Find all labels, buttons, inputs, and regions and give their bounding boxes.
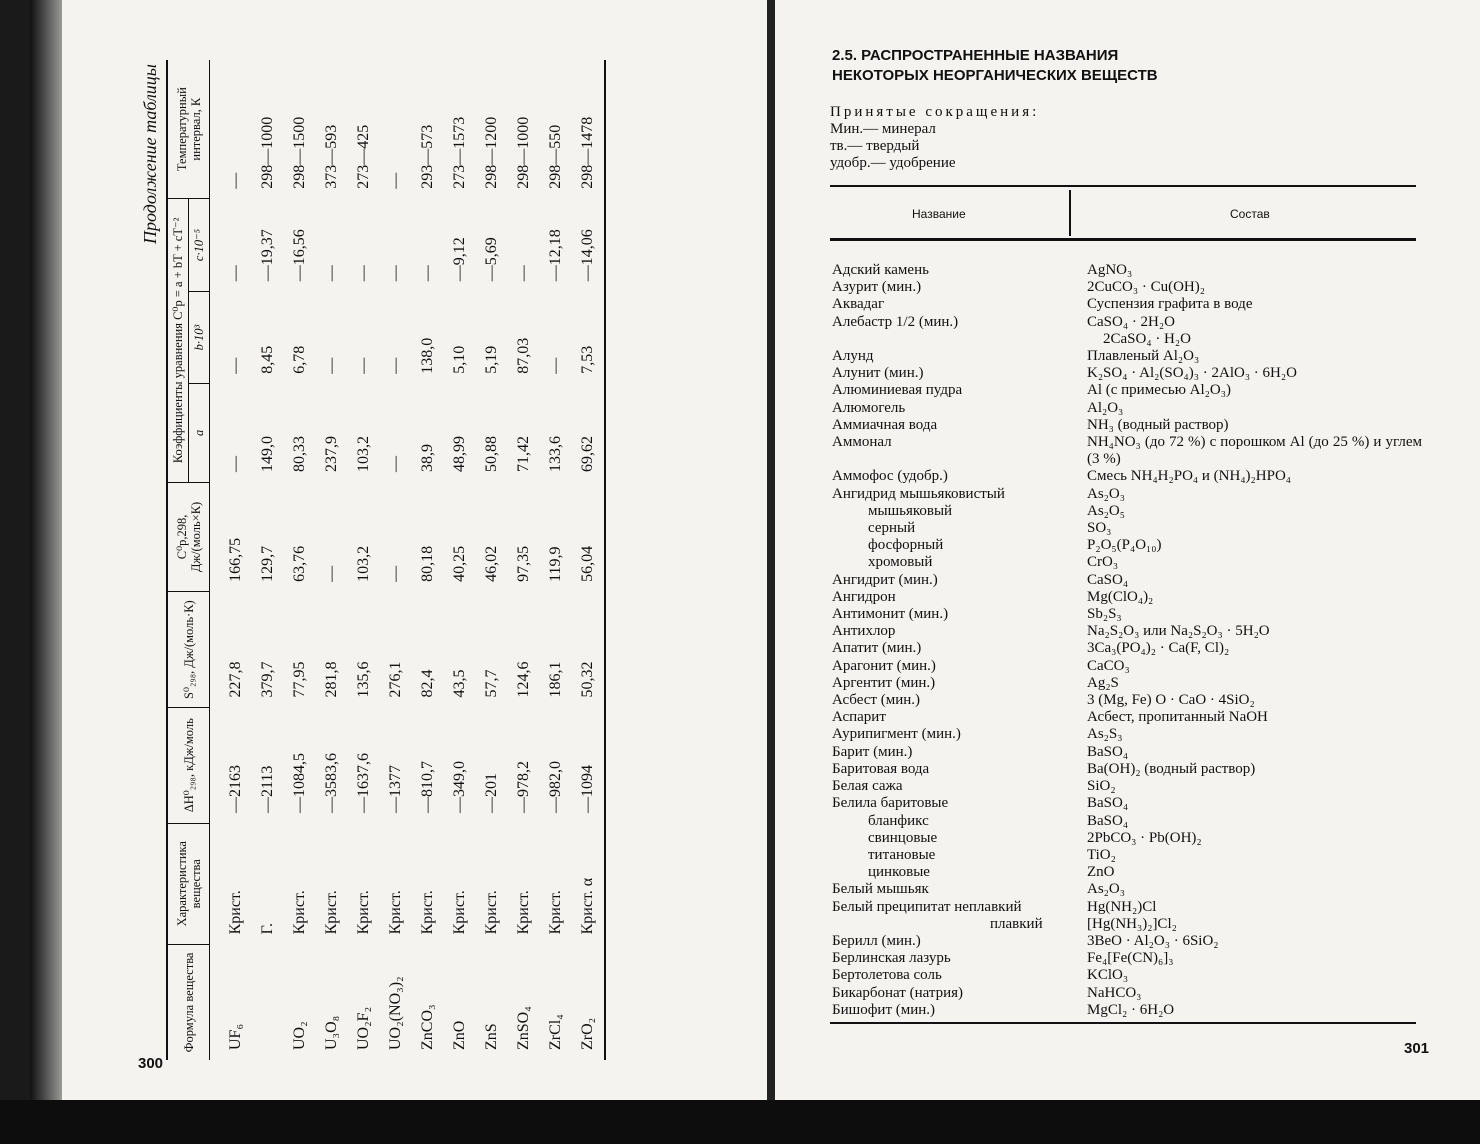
list-item [832,572,1422,589]
cell-c: — [227,265,244,282]
substance-name: Ангидрон [832,588,896,605]
substance-name: Ангидрит (мин.) [832,571,938,588]
substance-composition: Al₂O₃ [1087,399,1124,416]
table-row [444,60,476,1060]
list-item [832,486,1422,503]
cell-dh: —1094 [572,707,605,823]
cell-char: Крист. [451,890,468,935]
table-row [252,60,284,1060]
page-number-left: 300 [138,1055,164,1072]
cell-a: 80,33 [291,436,308,473]
cell-formula: UF₆ [227,1023,244,1050]
substance-composition: BaSO₄ [1087,743,1129,760]
substance-composition: Асбест, пропитанный NaOH [1087,709,1268,726]
list-item [832,778,1422,795]
list-item [832,692,1422,709]
substance-name: Белила баритовые [832,795,949,812]
cell-formula: ZrCl₄ [547,1014,564,1050]
cell-b: — [323,357,340,374]
cell-formula: UO₂F₂ [355,1006,372,1050]
cell-cp: 97,35 [515,545,532,582]
cell-char: Крист. α [572,823,605,944]
substance-composition: Fe₄[Fe(CN)₆]₃ [1087,950,1174,967]
substance-composition: 3 (Mg, Fe) O · CaO · 4SiO₂ [1087,692,1255,709]
cell-cp: 56,04 [572,482,605,592]
section-title-line2: НЕКОТОРЫХ НЕОРГАНИЧЕСКИХ ВЕЩЕСТВ [832,67,1158,84]
cell-b: 5,19 [483,345,500,374]
substance-name: Берлинская лазурь [832,950,951,967]
cell-a: 103,2 [355,436,372,473]
list-item [832,726,1422,743]
substance-composition: CaSO₄ · 2H₂O [1087,313,1175,330]
cell-char: Крист. [227,890,244,935]
list-item [832,623,1422,640]
substance-name: Азурит (мин.) [832,279,922,296]
substance-composition: KClO₃ [1087,967,1129,984]
substance-composition: As₂O₃ [1087,485,1125,502]
list-item [832,899,1422,916]
list-item [832,933,1422,950]
substance-composition: CaSO₄ [1087,571,1129,588]
header-bottom-rule [830,238,1416,241]
substance-composition: 2CuCO₃ · Cu(OH)₂ [1087,279,1205,296]
cell-t: 298—1000 [515,116,532,189]
cell-cp: 80,18 [419,545,436,582]
substance-name: Белая сажа [832,778,903,795]
list-item [832,985,1422,1002]
header-temperature-range: Температурный интервал, К [167,60,210,199]
cell-s: 43,5 [451,669,468,698]
substance-composition: 2CaSO₄ · H₂O [1103,330,1191,347]
cell-formula: ZrO₂ [572,944,605,1060]
cell-a: 71,42 [515,436,532,473]
substance-name: Асбест (мин.) [832,692,921,709]
cell-cp: 46,02 [483,545,500,582]
list-item [832,468,1422,485]
cell-dh: —978,2 [515,761,532,814]
cell-char: Крист. [387,890,404,935]
substance-name: Алюминиевая пудра [832,382,963,399]
table-bottom-rule [830,1022,1416,1024]
cell-char: Г. [259,922,276,935]
cell-a: 149,0 [259,436,276,473]
substance-composition: Плавленый Al₂O₃ [1087,348,1200,365]
substance-composition: Al (с примесью Al₂O₃) [1087,382,1231,399]
list-item [832,348,1422,365]
cell-b: 5,10 [451,345,468,374]
substance-name: Берилл (мин.) [832,932,921,949]
cell-dh: —2113 [259,765,276,814]
cell-b: 8,45 [259,345,276,374]
substance-name: Антихлор [832,623,896,640]
cell-formula: ZnS [483,1023,500,1050]
list-item [832,434,1422,468]
substance-composition: As₂S₃ [1087,726,1123,743]
substance-composition: Смесь NH₄H₂PO₄ и (NH₄)₂HPO₄ [1087,468,1292,485]
table-row [380,60,412,1060]
substance-name: Аспарит [832,709,886,726]
substance-composition: NaHCO₃ [1087,984,1142,1001]
substance-composition: Mg(ClO₄)₂ [1087,588,1154,605]
cell-t: 273—425 [355,124,372,189]
cell-formula [252,944,284,1060]
cell-b: 7,53 [572,291,605,383]
substance-composition: Hg(NH₂)Cl [1087,898,1157,915]
cell-s: 124,6 [515,661,532,698]
header-formula: Формула вещества [167,944,210,1060]
substance-composition: Sb₂S₃ [1087,606,1122,623]
section-title [832,46,1158,86]
substance-composition: CaCO₃ [1087,657,1130,674]
substance-composition: SiO₂ [1087,778,1116,795]
cell-dh: —1637,6 [355,753,372,814]
cell-char: Крист. [323,890,340,935]
substance-composition: SO₃ [1087,520,1112,537]
abbreviations-block [830,104,1039,172]
table-row [476,60,508,1060]
cell-c: —12,18 [547,229,564,282]
substance-composition: NH₃ (водный раствор) [1087,416,1229,433]
list-item [832,640,1422,657]
cell-formula: UO₂(NO₃)₂ [387,976,404,1050]
cell-a: — [387,456,404,473]
substance-composition: CrO₃ [1087,554,1119,571]
cell-t: 298—1200 [483,116,500,189]
thermo-table [166,60,606,1060]
list-item [832,864,1422,881]
cell-t: — [387,172,404,189]
list-item [832,813,1422,830]
list-item [832,296,1422,313]
cell-dh: —201 [483,773,500,814]
cell-a: 69,62 [572,384,605,482]
substance-name: мышьяковый [868,502,953,519]
substance-name: фосфорный [868,537,944,554]
cell-dh: —982,0 [547,761,564,814]
substance-name: Алебастр 1/2 (мин.) [832,313,959,330]
substance-composition: 3BeO · Al₂O₃ · 6SiO₂ [1087,932,1219,949]
substance-name: Баритовая вода [832,760,930,777]
list-item [832,795,1422,812]
cell-c: — [323,265,340,282]
substance-name: Аргентит (мин.) [832,674,936,691]
substance-composition: 3Ca₃(PO₄)₂ · Ca(F, Cl)₂ [1087,640,1230,657]
substance-composition: BaSO₄ [1087,795,1129,812]
table-row [210,60,253,1060]
cell-b: 6,78 [291,345,308,374]
list-item [832,881,1422,898]
cell-t: 298—1500 [291,116,308,189]
substance-composition: 2PbCO₃ · Pb(OH)₂ [1087,829,1202,846]
list-item [832,761,1422,778]
header-characteristic: Характеристика вещества [167,823,210,944]
table-row [412,60,444,1060]
substance-name: Антимонит (мин.) [832,606,949,623]
substance-name: Алунд [832,348,874,365]
column-header-name: Название [912,207,966,221]
cell-cp: 103,2 [355,545,372,582]
cell-cp: — [323,565,340,582]
substance-name: Белый преципитат неплавкий [832,898,1022,915]
substance-composition: BaSO₄ [1087,812,1129,829]
column-separator [1069,190,1071,236]
book-gutter [767,0,775,1100]
substance-name: Аквадаг [832,296,885,313]
substance-name: свинцовые [868,829,938,846]
substance-composition: As₂O₅ [1087,502,1125,519]
book-spine-shadow [30,0,62,1100]
list-item [832,537,1422,554]
substance-composition: MgCl₂ · 6H₂O [1087,1001,1175,1018]
substance-name: Бикарбонат (натрия) [832,984,964,1001]
cell-s: 186,1 [547,661,564,698]
cell-s: 77,95 [291,661,308,698]
header-coef-b: b·10³ [189,291,210,383]
substance-name: Ангидрид мышьяковистый [832,485,1005,502]
column-header-composition: Состав [1230,207,1270,221]
cell-dh: —1377 [387,765,404,814]
substance-name: цинковые [868,864,930,881]
cell-char: Крист. [515,890,532,935]
list-item [832,830,1422,847]
cell-a: 133,6 [547,436,564,473]
substance-name [832,331,1087,348]
cell-b: — [547,357,564,374]
header-entropy: S⁰₂₉₈, Дж/(моль·К) [167,592,210,708]
cell-c: —19,37 [259,229,276,282]
substance-name: хромовый [868,554,933,571]
list-item [832,606,1422,623]
rotated-table-container [140,60,730,1060]
cell-dh: —1084,5 [291,753,308,814]
substance-composition: Суспензия графита в воде [1087,296,1253,313]
list-item [832,503,1422,520]
substance-name: Аммиачная вода [832,416,938,433]
list-item [832,417,1422,434]
list-item [832,262,1422,279]
substance-composition: TiO₂ [1087,846,1116,863]
substance-composition: Ag₂S [1087,674,1119,691]
substance-composition: [Hg(NH₃)₂]Cl₂ [1087,915,1177,932]
substance-name: Аммофос (удобр.) [832,468,948,485]
cell-char: Крист. [419,890,436,935]
table-row [508,60,540,1060]
cell-char: Крист. [483,890,500,935]
table-row [540,60,572,1060]
cell-c: —9,12 [451,237,468,282]
substance-name: Арагонит (мин.) [832,657,936,674]
cell-a: — [227,456,244,473]
cell-t: 298—550 [547,124,564,189]
cell-t: 298—1000 [259,116,276,189]
cell-char: Крист. [355,890,372,935]
cell-cp: 40,25 [451,545,468,582]
list-item [832,589,1422,606]
substance-composition: Ba(OH)₂ (водный раствор) [1087,760,1256,777]
cell-formula: ZnO [451,1020,468,1050]
cell-cp: — [387,565,404,582]
list-item [832,314,1422,331]
table-row [572,60,605,1060]
cell-s: 57,7 [483,669,500,698]
abbreviation-item: тв.— твердый [830,138,920,154]
list-item [832,658,1422,675]
cell-c: —14,06 [572,199,605,291]
cell-c: — [419,265,436,282]
cell-s: 281,8 [323,661,340,698]
abbreviation-item: удобр.— удобрение [830,155,956,171]
cell-formula: U₃O₈ [323,1015,340,1050]
list-item [832,279,1422,296]
continuation-title: Продолжение таблицы [140,64,160,245]
cell-c: — [387,265,404,282]
cell-b: — [387,357,404,374]
header-enthalpy: ΔH⁰₂₉₈, кДж/моль [167,707,210,823]
cell-s: 50,32 [572,592,605,708]
list-item [832,554,1422,571]
cell-a: 50,88 [483,436,500,473]
list-item [832,916,1422,933]
page-number-right: 301 [1404,1040,1430,1057]
substance-composition: As₂O₃ [1087,881,1125,898]
cell-formula: UO₂ [291,1021,308,1050]
cell-s: 379,7 [259,661,276,698]
substance-name: Алюмогель [832,399,906,416]
cell-dh: —810,7 [419,761,436,814]
list-item [832,1002,1422,1019]
table-row [284,60,316,1060]
cell-s: 135,6 [355,661,372,698]
substance-name: Адский камень [832,262,929,278]
substance-name: титановые [868,846,936,863]
substance-name: серный [868,520,916,537]
cell-t: 293—573 [419,124,436,189]
cell-c: —16,56 [291,229,308,282]
names-list [832,262,1422,1019]
list-item [832,847,1422,864]
cell-dh: —2163 [227,765,244,814]
table-top-rule [830,185,1416,187]
substance-name: Белый мышьяк [832,881,929,898]
cell-char: Крист. [291,890,308,935]
table-row [348,60,380,1060]
cell-char: Крист. [547,890,564,935]
cell-t: 373—593 [323,124,340,189]
substance-name: Апатит (мин.) [832,640,922,657]
section-title-line1: 2.5. РАСПРОСТРАНЕННЫЕ НАЗВАНИЯ [832,47,1119,64]
cell-cp: 119,9 [547,546,564,582]
list-item [832,382,1422,399]
substance-name: Аммонал [832,434,892,451]
cell-t: — [227,172,244,189]
cell-b: — [227,357,244,374]
cell-a: 38,9 [419,444,436,473]
cell-b: 138,0 [419,337,436,374]
list-item [832,967,1422,984]
cell-dh: —3583,6 [323,753,340,814]
header-coef-c: c·10⁻⁵ [189,199,210,291]
cell-formula: ZnSO₄ [515,1006,532,1050]
substance-composition: ZnO [1087,864,1115,881]
substance-name: Бишофит (мин.) [832,1001,936,1018]
abbreviations-heading: Принятые сокращения: [830,104,1040,120]
abbreviation-item: Мин.— минерал [830,121,936,137]
cell-b: 87,03 [515,337,532,374]
cell-c: — [515,265,532,282]
header-heat-capacity: C⁰p,298, Дж/(моль×К) [167,482,210,592]
cell-cp: 129,7 [259,545,276,582]
cell-s: 82,4 [419,669,436,698]
substance-composition: K₂SO₄ · Al₂(SO₄)₃ · 2AlO₃ · 6H₂O [1087,365,1297,382]
list-item [832,744,1422,761]
cell-t: 298—1478 [572,60,605,199]
cell-s: 276,1 [387,661,404,698]
substance-composition: Na₂S₂O₃ или Na₂S₂O₃ · 5H₂O [1087,623,1270,640]
list-item [832,400,1422,417]
substance-name: плавкий [990,915,1043,932]
cell-formula: ZnCO₃ [419,1004,436,1050]
header-coefficients: Коэффициенты уравнения C⁰p = a + bT + cT⁻² [167,199,189,482]
cell-b: — [355,357,372,374]
substance-composition: NH₄NO₃ (до 72 %) с порошком Al (до 25 %) и углем (3 %) [1087,434,1422,468]
list-item [832,520,1422,537]
scan-bottom-border [0,1100,1480,1144]
cell-cp: 63,76 [291,545,308,582]
substance-composition: AgNO₃ [1087,262,1133,278]
list-item [832,950,1422,967]
cell-s: 227,8 [227,661,244,698]
cell-c: — [355,265,372,282]
substance-name: Алунит (мин.) [832,365,924,382]
cell-c: —5,69 [483,237,500,282]
list-item [832,675,1422,692]
substance-composition: P₂O₅(P₄O₁₀) [1087,537,1162,554]
cell-t: 273—1573 [451,116,468,189]
substance-name: Бертолетова соль [832,967,942,984]
list-item [832,709,1422,726]
substance-name: бланфикс [868,812,929,829]
cell-a: 237,9 [323,436,340,473]
cell-cp: 166,75 [227,537,244,582]
list-item [832,331,1422,348]
substance-name: Аурипигмент (мин.) [832,726,961,743]
cell-a: 48,99 [451,436,468,473]
cell-dh: —349,0 [451,761,468,814]
header-coef-a: a [189,384,210,482]
list-item [832,365,1422,382]
table-row [316,60,348,1060]
substance-name: Барит (мин.) [832,743,913,760]
